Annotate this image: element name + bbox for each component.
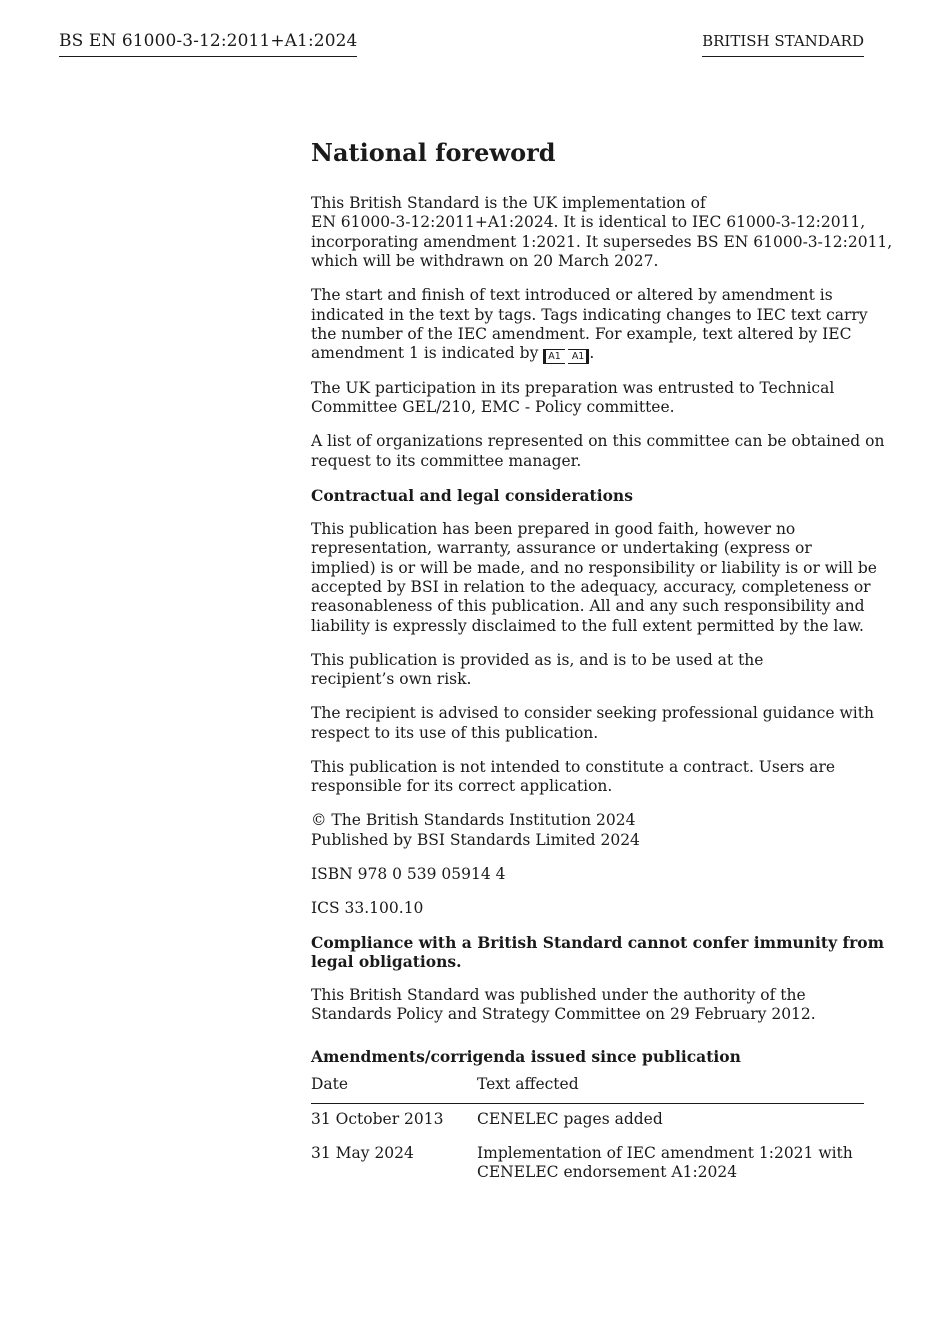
amendment-start-tag-icon: A1 [543,349,565,364]
text-line: Implementation of IEC amendment 1:2021 with [477,1143,853,1162]
paragraph-participation [311,379,864,418]
page-title: National foreword [311,138,556,167]
text-line: Standards Policy and Strategy Committee on 29 February 2012. [311,1005,816,1024]
text-line: recipient’s own risk. [311,670,472,689]
text-line: legal obligations. [311,951,462,971]
text-line: EN 61000-3-12:2011+A1:2024. It is identical to IEC 61000-3-12:2011, [311,213,866,232]
amendment-text [477,1138,864,1191]
paragraph-organizations [311,432,885,471]
paragraph-implementation [311,194,893,272]
text-line: Published by BSI Standards Limited 2024 [311,830,640,849]
paragraph-own-risk [311,651,864,690]
text-line: liability is expressly disclaimed to the full extent permitted by the law. [311,616,864,635]
text-line: A list of organizations represented on this committee can be obtained on [311,432,885,451]
text-fragment: amendment 1 is indicated by [311,344,539,363]
isbn: ISBN 978 0 539 05914 4 [311,864,506,883]
text-line: Compliance with a British Standard cannot confer immunity from [311,932,885,952]
text-line: request to its committee manager. [311,451,582,470]
text-line: CENELEC pages added [477,1110,663,1129]
text-line [311,344,864,364]
text-line: CENELEC endorsement A1:2024 [477,1162,738,1181]
column-header-date: Date [311,1075,477,1104]
ics-code: ICS 33.100.10 [311,898,424,917]
column-header-text-affected: Text affected [477,1075,864,1104]
text-line: The start and finish of text introduced or altered by amendment is [311,286,833,305]
text-line: The UK participation in its preparation was entrusted to Technical [311,379,835,398]
text-line: representation, warranty, assurance or undertaking (express or [311,539,812,558]
foreword-body [311,138,893,1190]
text-line: This British Standard was published under the authority of the [311,985,806,1004]
document-number: BS EN 61000-3-12:2011+A1:2024 [59,31,357,57]
amendments-table [311,1075,864,1191]
text-line: accepted by BSI in relation to the adequacy, accuracy, completeness or [311,578,871,597]
text-line: This publication is provided as is, and is to be used at the [311,650,764,669]
paragraph-not-contract [311,758,864,797]
section-heading-contractual: Contractual and legal considerations [311,485,633,505]
amendment-text [477,1104,864,1138]
paragraph-copyright [311,811,864,850]
text-line: This publication has been prepared in good faith, however no [311,519,796,538]
table-row [311,1138,864,1191]
text-line: incorporating amendment 1:2021. It supersedes BS EN 61000-3-12:2011, [311,232,893,251]
text-line: This publication is not intended to constitute a contract. Users are [311,757,836,776]
text-line: the number of the IEC amendment. For example, text altered by IEC [311,325,852,344]
text-line: implied) is or will be made, and no responsibility or liability is or will be [311,558,877,577]
text-line: indicated in the text by tags. Tags indicating changes to IEC text carry [311,305,868,324]
table-header-row [311,1075,864,1104]
paragraph-good-faith [311,519,877,636]
paragraph-guidance [311,704,874,743]
paragraph-authority [311,986,864,1025]
text-line: which will be withdrawn on 20 March 2027. [311,252,659,271]
paragraph-amendment-tags [311,286,868,364]
series-label: BRITISH STANDARD [702,32,864,57]
text-line: responsible for its correct application. [311,777,613,796]
text-line: The recipient is advised to consider seeking professional guidance with [311,704,874,723]
amendment-date: 31 May 2024 [311,1143,414,1162]
text-line: respect to its use of this publication. [311,723,599,742]
amendments-heading: Amendments/corrigenda issued since publication [311,1046,741,1066]
text-line: This British Standard is the UK implementation of [311,194,706,212]
text-line: Committee GEL/210, EMC - Policy committee. [311,398,675,417]
amendment-date: 31 October 2013 [311,1110,444,1129]
amendment-end-tag-icon: A1 [568,349,590,364]
text-fragment: . [589,344,595,363]
compliance-statement [311,932,885,972]
text-line: © The British Standards Institution 2024 [311,811,636,830]
table-row [311,1104,864,1138]
text-line: reasonableness of this publication. All and any such responsibility and [311,597,865,616]
